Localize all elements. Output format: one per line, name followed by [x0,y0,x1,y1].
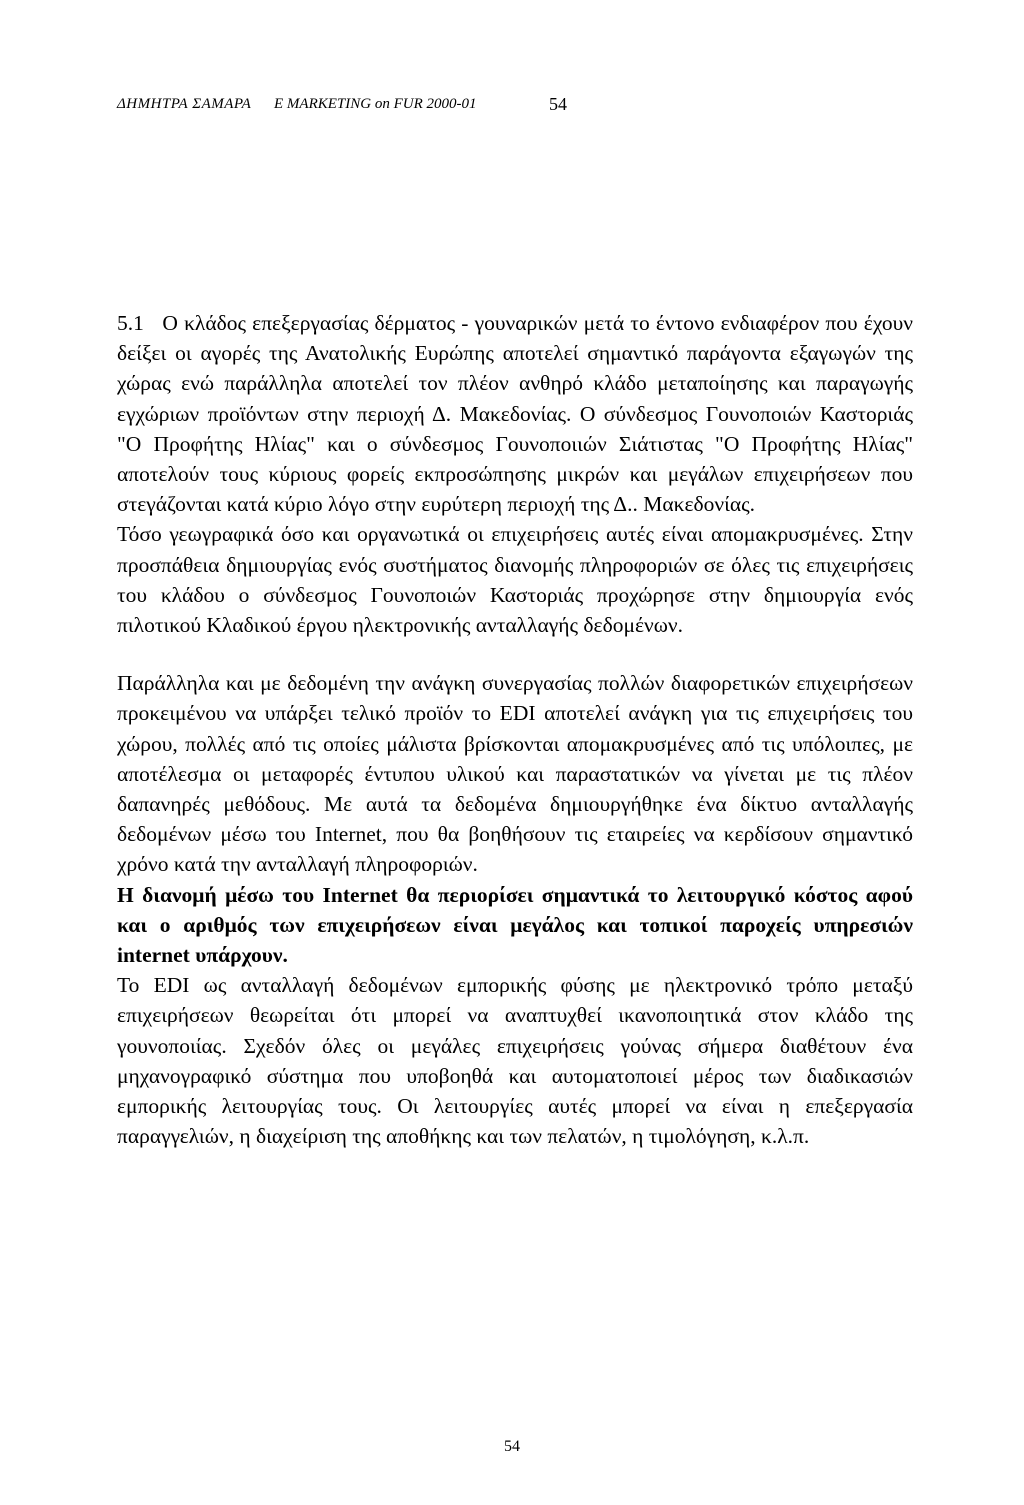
paragraph-5: Το EDI ως ανταλλαγή δεδομένων εμπορικής φύσης με ηλεκτρονικό τρόπο μεταξύ επιχειρήσεων θεωρείται ότι μπορεί να αναπτυχθεί ικανοποιητικά στον κλάδο της γουνοποιίας. Σχεδόν όλες οι μεγάλες επιχειρήσεις γούνας σήμερα διαθέτουν ένα μηχανογραφικό σύστημα που υποβοηθά και αυτοματοποιεί μέρος των διαδικασιών εμπορικής λειτουργίας τους. Οι λειτουργίες αυτές μπορεί να είναι η επεξεργασία παραγγελιών, η διαχείριση της αποθήκης και των πελατών, η τιμολόγηση, κ.λ.π. [117,973,913,1149]
paragraph-1-text: Ο κλάδος επεξεργασίας δέρματος - γουναρικών μετά το έντονο ενδιαφέρον που έχουν δείξει οι αγορές της Ανατολικής Ευρώπης αποτελεί σημαντικό παράγοντα εξαγωγών της χώρας ενώ παράλληλα αποτελεί τον πλέον ανθηρό κλάδο μεταποίησης και παραγωγής εγχώριων προϊόντων στην περιοχή Δ. Μακεδονίας. Ο σύνδεσμος Γουνοποιών Καστοριάς "Ο Προφήτης Ηλίας" και ο σύνδεσμος Γουνοποιιών Σιάτιστας "Ο Προφήτης Ηλίας" αποτελούν τους κύριους φορείς εκπροσώπησης μικρών και μεγάλων επιχειρήσεων που στεγάζονται κατά κύριο λόγο στην ευρύτερη περιοχή της Δ.. Μακεδονίας. [117,311,914,517]
page-header [117,94,917,120]
header-author: ΔΗΜΗΤΡΑ ΣΑΜΑΡΑ [117,96,252,112]
header-document-title: E MARKETING on FUR 2000-01 [274,96,477,112]
paragraph-4-bold: Η διανομή μέσω του Internet θα περιορίσει σημαντικά το λειτουργικό κόστος αφού και ο αριθμός των επιχειρήσεων είναι μεγάλος και τοπικοί παροχείς υπηρεσιών internet υπάρχουν. [117,882,913,968]
paragraph-3: Παράλληλα και με δεδομένη την ανάγκη συνεργασίας πολλών διαφορετικών επιχειρήσεων προκειμένου να υπάρξει τελικό προϊόν το EDI αποτελεί ανάγκη για τις επιχειρήσεις του χώρου, πολλές από τις οποίες μάλιστα βρίσκονται απομακρυσμένες από τις υπόλοιπες, με αποτέλεσμα οι μεταφορές έντυπου υλικού και παραστατικών να γίνεται με τις πλέον δαπανηρές μεθόδους. Με αυτά τα δεδομένα δημιουργήθηκε ένα δίκτυο ανταλλαγής δεδομένων μέσω του Internet, που θα βοηθήσουν τις εταιρείες να κερδίσουν σημαντικό χρόνο κατά την ανταλλαγή πληροφοριών. [117,671,913,877]
paragraph-section-5-1 [117,308,913,519]
section-number: 5.1 [117,311,144,335]
document-body [117,308,913,1151]
footer-page-number: 54 [504,1438,520,1455]
paragraph-spacer [117,640,913,668]
paragraph-2: Τόσο γεωγραφικά όσο και οργανωτικά οι επιχειρήσεις αυτές είναι απομακρυσμένες. Στην προσπάθεια δημιουργίας ενός συστήματος διανομής πληροφοριών σε όλες τις επιχειρήσεις του κλάδου ο σύνδεσμος Γουνοποιών Καστοριάς προχώρησε στην δημιουργία ενός πιλοτικού Κλαδικού έργου ηλεκτρονικής ανταλλαγής δεδομένων. [117,522,913,638]
header-page-number: 54 [549,94,567,114]
